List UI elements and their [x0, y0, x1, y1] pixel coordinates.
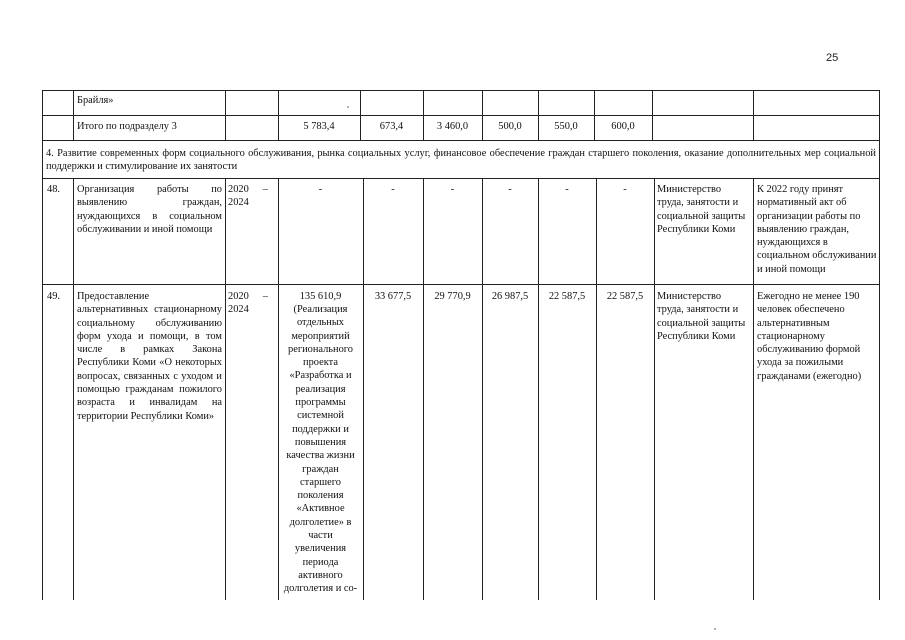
subtotal-2023: 550,0 [554, 121, 578, 132]
column-divider [73, 90, 74, 140]
page-number: 25 [826, 52, 839, 64]
scan-speck [347, 106, 349, 108]
row-49-executor: Министерство труда, занятости и социальной защиты Республики Коми [657, 291, 746, 342]
row-49-2021: 29 770,9 [434, 291, 471, 302]
row-divider [42, 140, 880, 141]
column-divider [225, 178, 226, 600]
row-48-executor: Министерство труда, занятости и социальной защиты Республики Коми [657, 184, 746, 235]
row-49-total: 135 610,9 [299, 291, 342, 302]
row-49-result: Ежегодно не менее 190 человек обеспечено альтернативным стационарному обслуживанию формой ухода за пожилыми гражданами (ежегодно) [757, 291, 862, 382]
column-divider [423, 178, 424, 600]
row-48-period: 2020 – 2024 [228, 184, 268, 209]
column-divider [538, 178, 539, 600]
row-48-number: 48. [47, 184, 60, 195]
row-48-total: - [318, 184, 323, 195]
column-divider [596, 178, 597, 600]
subtotal-2024: 600,0 [611, 121, 635, 132]
row-divider [42, 284, 880, 285]
column-divider [225, 90, 226, 140]
row-49-name: Предоставление альтернативных стационарному социальному обслуживанию форм ухода и помощи, в том числе в рамках Закона Республики Коми «О некоторых вопросах, связанных с уходом и помощью гражданам пожилого возраста и инвалидам на территории Республики Коми» [77, 291, 222, 422]
column-divider [482, 178, 483, 600]
row-48-result: К 2022 году принят нормативный акт об организации работы по выявлению граждан, нуждающихся в социальном обслуживании и иной помощи [757, 184, 877, 275]
column-divider [652, 90, 653, 140]
subtotal-2020: 673,4 [379, 121, 404, 132]
row-49-2020: 33 677,5 [374, 291, 412, 302]
subtotal-total: 5 783,4 [303, 121, 335, 132]
subtotal-2021: 3 460,0 [436, 121, 469, 132]
row-48-2024: - [623, 184, 627, 195]
row-48-2023: - [565, 184, 569, 195]
scan-speck [714, 628, 716, 630]
section-title: 4. Развитие современных форм социального обслуживания, рынка социальных услуг, финансовое обеспечение граждан старшего поколения, оказание дополнительных мер социальной поддержки и стимулирование их занятости [46, 148, 876, 173]
subtotal-2022: 500,0 [498, 121, 522, 132]
row-divider [42, 115, 880, 116]
row-49-2022: 26 987,5 [491, 291, 529, 302]
row-49-2023: 22 587,5 [548, 291, 586, 302]
row-48-2020: - [391, 184, 395, 195]
column-divider [73, 178, 74, 600]
column-divider [753, 178, 754, 600]
column-divider [363, 178, 364, 600]
row-48-2021: - [450, 184, 455, 195]
carry-over-text: Брайля» [77, 95, 114, 106]
column-divider [278, 178, 279, 600]
column-divider [753, 90, 754, 140]
column-divider [654, 178, 655, 600]
row-49-period: 2020 – 2024 [228, 291, 268, 316]
row-48-name: Организация работы по выявлению граждан, нуждающихся в социальном обслуживании и иной помощи [77, 184, 222, 235]
row-49-total-note: (Реализация отдельных мероприятий регионального проекта «Разработка и реализация программы системной поддержки и повышения качества жизни граждан старшего поколения «Активное долголетие» в части увеличения периода активного долголетия и со- [283, 304, 358, 595]
row-49-number: 49. [47, 291, 60, 302]
row-divider [42, 178, 880, 179]
row-48-2022: - [508, 184, 512, 195]
row-49-2024: 22 587,5 [606, 291, 644, 302]
subtotal-label: Итого по подразделу 3 [77, 121, 177, 132]
